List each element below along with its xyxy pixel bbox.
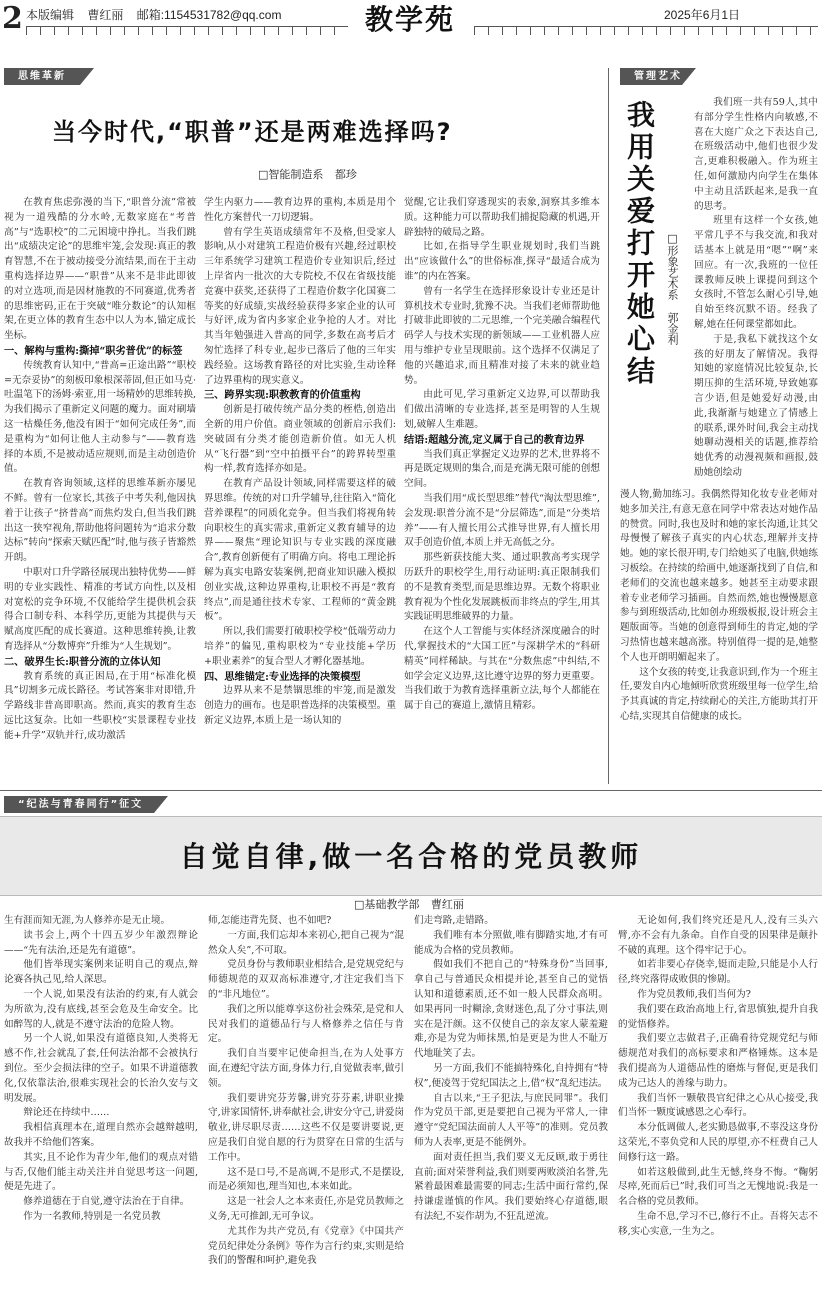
paragraph: 那些新获技能大奖、通过职教高考实现学历跃升的职校学生,用行动证明:真正限制我们的不是教育类型,而是思维边界。无数个将职业教育视为个性化发展跳板而非终点的学生,用其实践证明思维破界的力量。 (404, 552, 600, 623)
byline-author: 都珍 (334, 168, 357, 181)
article-column (620, 488, 818, 784)
article-column (414, 914, 608, 1298)
title-banner (0, 816, 822, 896)
paragraph: 党员身份与教师职业相结合,是党规党纪与师德规范的双双高标准遵守,才注定我们当下的“非凡地位”。 (208, 959, 404, 1000)
paragraph: 作为党员教师,我们当何为? (637, 988, 751, 1000)
paragraph: 读书会上,两个十四五岁少年激烈辩论——“先有法治,还是先有道德”。 (4, 929, 198, 956)
paragraph: 我相信真理本在,道理自然亦会越辩越明,故我并不给他们答案。 (4, 1122, 198, 1148)
byline-author: 郭金利 (666, 311, 679, 345)
paragraph: 另一个人说,如果没有道德良知,人类将无感不作,社会就乱了套,任何法治都不会被执行到位。至少会损法律的空子。如果不讲道德教化,仅依靠法治,很难实现社会的长治久安与文明发展。 (4, 1033, 198, 1104)
masthead (0, 0, 822, 52)
paragraph: 我们要讲究芬芳馨,讲究芬芬素,讲职业操守,讲家国情怀,讲奉献社会,讲安分守己,讲爱岗敬业,讲尽职尽责……这些不仅是要讲要说,更应是我们自觉自愿的行为贯穿在日常的生活与工作中。 (208, 1092, 404, 1163)
paragraph: 于是,我私下就找这个女孩的好朋友了解情况。我得知她的家庭情况比较复杂,长期压抑的生活环境,导致她寡言少语,但是她爱好动漫,由此,我渐渐与她建立了情感上的联系,课外时间,我会主动找她聊动漫相关的话题,推荐给她优秀的动漫视频和画报,鼓励她创绘动 (694, 333, 818, 478)
paragraph: 假如我们不把自己的“特殊身份”当回事,拿自己与普通民众相提并论,甚至自己的觉悟认知和道德素质,还不如一般人民群众高明。如果再同一时糊涂,贪财迷色,乱了分寸事法,则实在是汗颜。这不仅使自己的亲友家人蒙羞避难,亦是为党为师抹黑,怕是更是为世人不耻万代地耻笑了去。 (414, 959, 608, 1060)
paragraph: 由此可见,学习重新定义边界,可以帮助我们做出清晰的专业选择,甚至是明智的人生规划,破解人生难题。 (404, 389, 600, 430)
paragraph: 作为一名教师,特别是一名党员教 (23, 1210, 161, 1222)
paragraph: 面对责任担当,我们要义无反顾,敢于勇往直前;面对荣誉利益,我们则要两败淡泊名誉,先紧着最困难最需要的同志;生活中面行常约,保持谦虚谨慎的作风。我们要始终心存道德,眼有法纪,不妄作胡为,不狂乱逆流。 (414, 1151, 608, 1222)
paragraph: 一方面,我们忘却本来初心,把自己视为“混然众人矣”,不可取。 (208, 929, 404, 956)
paragraph: 如若非要心存侥幸,铤而走险,只能是小人行径,终究落得成败俱的惨剧。 (618, 959, 818, 986)
paragraph: 我们当怀一颗敬畏官纪律之心从心接受,我们当怀一颗度诚感恩之心奉行。 (618, 1092, 818, 1119)
paragraph: 中职对口升学路径展现出独特优势——鲜明的专业实践性、精准的考试方向性,以及相对宽松的竞争环境,不仅能给学生提供机会获得合口制专科、本科学历,更能为其提供与天赋高度匹配的成长赛道。这种思维转换,让教育选择从“分数博弈”升维为“人生规划”。 (4, 566, 196, 652)
paragraph: 生有涯而知无涯,为人修养亦是无止境。 (4, 915, 171, 926)
paragraph: 我们自当要牢记使命担当,在为人处事方面,在遵纪守法方面,身体力行,自觉做表率,做引领。 (208, 1048, 404, 1089)
article-title: 我用关爱打开她心结 (623, 100, 656, 388)
paragraph: 觉醒,它让我们穿透现实的表象,洞察其多维本质。这种能力可以帮助我们捕捉隐藏的机遇,开辟独特的破局之路。 (404, 197, 600, 238)
paragraph: 尤其作为共产党员,有《党章》《中国共产党员纪律处分条例》等作为言行约束,实则是给我们的警醒和呵护,避免我 (208, 1225, 404, 1267)
article-column (618, 914, 818, 1298)
article-column (4, 196, 196, 784)
byline-dept: □基础教学部 (354, 898, 420, 911)
editor-name: 曹红丽 (87, 8, 124, 22)
paragraph: 们走弯路,走错路。 (414, 915, 494, 926)
paragraph: 曾有学生英语成绩常年不及格,但受家人影响,从小对建筑工程造价极有兴趣,经过职校三年系统学习建筑工程造价专业知识后,经过上岸省内一批次的大专院校,不仅在省级技能竞赛中获奖,还获得了工程造价数字化国赛二等奖的好成绩,实战经验获得多家企业的认可与好评,成为省内多家企业争抢的人才。对比其当年勉强进入普高的同学,多数在高考后才匆忙选择了科专业,起步已落后了他的三年实践经验。这场教育路径的对比实验,生动诠释了边界重构的现实意义。 (204, 226, 396, 386)
paragraph: 我们要在政治高地上行,省思慎独,提升自我的觉悟修养。 (618, 1003, 818, 1030)
paragraph: 在教育产品设计领域,同样需要这样的破界思维。传统的对口升学辅导,往往陷入“简化营养课程”的同质化竞争。但当我们将视角转向职校生的真实需求,重新定义教育辅导的边界——聚焦“理论知识与专业实践的深度融合”,教育创新便有了明确方向。将电工理论拆解为真实电路安装案例,把商业知识融入模拟创业实战,这种边界重构,让职校不再是“教育终点”,而是通往技术专家、工程师的“黄金跳板”。 (204, 478, 396, 623)
paragraph: 我们唯有本分照做,唯有脚踏实地,才有可能成为合格的党员教师。 (414, 929, 608, 956)
paragraph: 这个女孩的转变,让我意识到,作为一个班主任,要发自内心地倾听欣赏班级里每一位学生,给予其真诚的肯定,持续耐心的关注,方能助其打开心结,实现其自信健康的成长。 (620, 666, 818, 722)
paragraph: 辩论还在持续中…… (23, 1107, 110, 1119)
paragraph: 创新是打破传统产品分类的桎梏,创造出全新的用户价值。商业领域的创新启示我们:突破固有分类才能创造新价值。如无人机从“飞行器”到“空中拍摄平台”的跨界转型重构一样,教育选择亦如是。 (204, 404, 396, 475)
byline-dept: □形象艺术系 (666, 232, 679, 300)
paragraph: 我们要立志做君子,正确看待党规党纪与师德规范对我们的高标要求和严格锤炼。这本是我们提高为人道德品性的磨炼与督促,更是我们成为己达人的善缘与助力。 (618, 1033, 818, 1089)
section-heading: 一、解构与重构:撕掉“职劣普优”的标签 (4, 344, 183, 357)
paragraph: 曾有一名学生在选择形象设计专业还是计算机技术专业时,犹豫不决。当我们老师帮助他打破非此即彼的二元思维,一个完美融合编程代码学人与技术实现的新领域——工业机器人应用与维护专业呈现眼前。这个选择不仅满足了他的兴趣追求,而且精准对接了未来的就业趋势。 (404, 285, 600, 386)
article-title: 当今时代,“职普”还是两难选择吗? (52, 118, 453, 146)
section-heading: 结语:超越分流,定义属于自己的教育边界 (404, 433, 585, 446)
issue-date: 2025年6月1日 (664, 8, 741, 22)
paragraph: 这是一社会人之本来责任,亦是党员教师之义务,无可推卸,无可争议。 (208, 1196, 404, 1222)
paragraph: 他们皆举现实案例来证明自己的观点,辩论赛各执己见,给人深思。 (4, 959, 198, 986)
section-heading: 四、思维锚定:专业选择的决策模型 (204, 670, 361, 683)
byline (664, 232, 680, 353)
paragraph: 漫人物,勤加练习。我偶然得知化妆专业老师对她多加关注,有意无意在同学中常表达对她作品的赞赏。同时,我也及时和她的家长沟通,让其父母慢慢了解孩子真实的内心状态,理解并支持她。她的家长很开明,专门给她买了电脑,供她练习板绘。在持续的给画中,她逐渐找到了自信,和老师们的交流也越来越多。她甚至主动要求跟着专业老师学习插画。自然而然,她也慢慢愿意参与到班级活动,比如创办班级板报,设计班会主题版面等。当她的创意得到师生的肯定,她的学习热情也越来越高涨。特别值得一提的是,她整个人也开朗明媚起来了。 (620, 489, 818, 663)
paragraph: 所以,我们需要打破职校学校“低端劳动力培养”的偏见,重构职校为“专业技能+学历+职业素养”的复合型人才孵化器基地。 (204, 626, 396, 667)
paragraph: 自古以来,“王子犯法,与庶民同罪”。我们作为党员干部,更是要把自己视为平常人,一律遵守“党纪国法面前人人平等”的准则。党员教师为人表率,更是不能例外。 (414, 1092, 608, 1148)
editor-info (26, 6, 291, 23)
column-tag: “纪法与青春同行”征文 (4, 796, 154, 813)
section-label: 本版编辑 (26, 8, 75, 22)
paragraph: 边界从来不是禁锢思维的牢笼,而是激发创造力的画布。也是职普选择的决策模型。重新定义边界,本质上是一场认知的 (204, 685, 396, 726)
article-column (4, 914, 198, 1298)
paragraph: 教育系统的真正困局,在于用“标准化模具”切割多元成长路径。考试答案非对即错,升学路线非普高即职高。然而,真实的教育生态远比这复杂。比如一些职校“实景课程专业技能+升学”双轨并行,成功激活 (4, 670, 196, 741)
byline (354, 896, 472, 912)
section-heading: 三、跨界实现:职教教育的价值重构 (204, 389, 361, 402)
byline-author: 曹红丽 (430, 898, 464, 911)
paragraph: 在教育咨询领域,这样的思维革新亦屡见不鲜。曾有一位家长,其孩子中考失利,他因执着于让孩子“挤普高”而焦灼发白,但当我们跳出这一狭窄视角,帮助他将问题转为“追求分数达标”转向“探索天赋匹配”时,他与孩子皆豁然开朗。 (4, 478, 196, 564)
paragraph: 生命不息,学习不已,修行不止。吾将矢志不移,实心实意,一生为之。 (618, 1210, 818, 1237)
column-divider (608, 68, 609, 784)
paragraph: 另一方面,我们不能搞特殊化,自持拥有“特权”,便凌驾于党纪国法之上,借“权”乱纪违法。 (414, 1062, 608, 1089)
paragraph: 当我们用“成长型思维”替代“淘汰型思维”,会发现:职普分流不是“分层筛选”,而是“分类培养”——有人擅长用公式推导世界,有人擅长用双手创造价值,本质上并无高低之分。 (404, 492, 600, 549)
paragraph: 本分低调做人,老实勤恳做事,不辜没这身份这荣光,不辜负党和人民的厚望,亦不枉费自己人间修行这一路。 (618, 1122, 818, 1163)
paragraph: 班里有这样一个女孩,她平常几乎不与我交流,和我对话基本上就是用“嗯”“啊”来回应。有一次,我班的一位任课教师反映上课提问到这个女孩时,不管怎么耐心引导,她自始至终沉默不语。经我了解,她在任何课堂都如此。 (694, 215, 818, 330)
paragraph: 其实,且不论作为青少年,他们的观点对错与否,仅他们能主动关注并自觉思考这一问题,便是先进了。 (4, 1151, 198, 1193)
paragraph: 一个人说,如果没有法治的约束,有人就会为所欲为,没有底线,甚至会危及生命安全。比如醉驾的人,就是不遵守法治的危险人物。 (4, 988, 198, 1030)
article-column (404, 196, 600, 784)
paragraph: 比如,在指导学生职业规划时,我们当跳出“应该做什么”的世俗标准,探寻“最适合成为谁”的内在答案。 (404, 241, 600, 282)
paragraph: 师,怎能违背先贤、也不如吧? (208, 915, 332, 926)
editor-email[interactable]: 邮箱:1154531782@qq.com (136, 8, 282, 22)
column-tag: 思维革新 (4, 68, 80, 85)
column-tag: 管理艺术 (620, 68, 682, 85)
paragraph: 如若这般做到,此生无憾,终身不悔。“鞠躬尽瘁,死而后已”时,我们可当之无愧地说:我是一名合格的党员教师。 (618, 1166, 818, 1208)
paragraph: 传统教育认知中,“普高=正途出路”“职校=无奈妥协”的刻板印象根深蒂固,但正如马克·吐温笔下的汤姆·索亚,用一场精妙的思维转换,为我们揭示了重新定义问题的魔力。面对刷墙这一枯燥任务,他没有困于“如何完成任务”,而是重构为“如何让他人主动参与”——教育选择的本质,不是被动适应规则,而是主动创造价值。 (4, 359, 196, 475)
paragraph: 我们之所以能尊享这份社会殊荣,是党和人民对我们的道德品行与人格修养之信任与肯定。 (208, 1003, 404, 1045)
paragraph: 当我们真正掌握定义边界的艺术,世界将不再是既定规则的集合,而是充满无限可能的创想空间。 (404, 448, 600, 490)
byline-dept: □智能制造系 (258, 168, 324, 181)
paragraph: 学生内驱力——教育边界的重构,本质是用个性化方案替代一刀切逻辑。 (204, 197, 396, 223)
article-column (694, 96, 818, 488)
section-heading: 二、破界生长:职普分流的立体认知 (4, 655, 161, 668)
paragraph: 我们班一共有59人,其中有部分学生性格内向敏感,不喜在大庭广众之下表达自己,在班级活动中,他们也很少发言,更难积极融入。作为班主任,如何激励内向学生在集体中主动且活跃起来,是我一直的思考。 (694, 97, 818, 212)
section-title: 教学苑 (364, 3, 455, 36)
paragraph: 无论如何,我们终究还是凡人,没有三头六臂,亦不会有九条命。自作自受的因果律是颠扑不破的真理。这个得牢记于心。 (618, 915, 818, 956)
byline (258, 166, 365, 182)
paragraph: 修养道德在于自觉,遵守法治在于自律。 (23, 1196, 190, 1208)
paragraph: 在这个人工智能与实体经济深度融合的时代,掌握技术的“大国工匠”与深耕学术的“科研精英”同样稀缺。与其在“分数焦虑”中纠结,不如学会定义边界,这比遵守边界的努力更重要。当我们敢于为教育选择重新立法,每个人都能在属于自己的赛道上,激情且精彩。 (404, 626, 600, 712)
ruler-decoration-left (26, 26, 348, 42)
section-divider (0, 790, 822, 791)
paragraph: 在教育焦虑弥漫的当下,“职普分流”常被视为一道残酷的分水岭,无数家庭在“考普高”与“选职校”的二元困境中挣扎。当我们跳出“成绩决定论”的思维牢笼,会发现:真正的教育智慧,不在于被动接受分流结果,而在于主动重构选择边界——“职普”从来不是非此即彼的对立选项,而是因材施教的不同赛道,优秀者的思维密码,正在于突破“唯分数论”的认知框架,在更立体的教育生态中以人为本,锚定成长坐标。 (4, 197, 196, 342)
paragraph: 这不是口号,不是高调,不是形式,不是摆设,而是必须知也,理当知也,本来如此。 (208, 1166, 404, 1193)
article-column (208, 914, 404, 1298)
article-title: 自觉自律,做一名合格的党员教师 (179, 840, 643, 873)
page-number: 2 (2, 1, 23, 36)
article-column (204, 196, 396, 784)
ruler-decoration-right (474, 26, 818, 42)
